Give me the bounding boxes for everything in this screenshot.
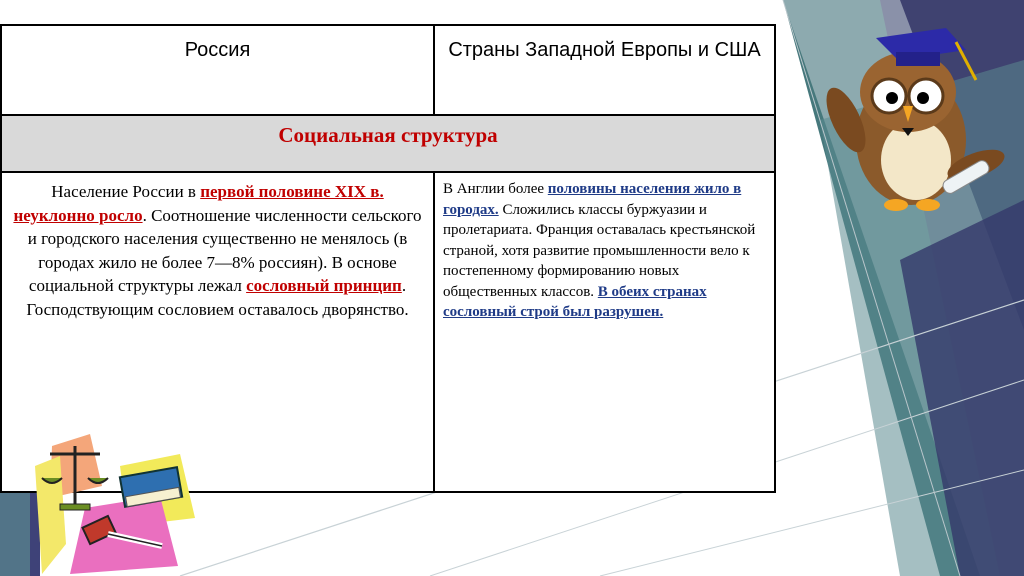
header-russia <box>1 25 434 115</box>
section-title-cell <box>1 115 775 172</box>
west-text-cell <box>434 172 775 492</box>
scales-base <box>60 504 90 510</box>
header-russia-label: Россия <box>184 39 251 61</box>
owl-right-foot <box>916 199 940 211</box>
section-row <box>1 115 775 172</box>
cap-base <box>896 52 940 66</box>
russia-text-3: . Господствующим сословием оставалось дворянство. <box>26 276 409 319</box>
table-header-row <box>1 25 775 115</box>
owl-professor-icon <box>816 20 1006 215</box>
west-highlight-2: В обеих странах сословный строй был разрушен. <box>443 283 707 320</box>
owl-belly <box>881 120 951 200</box>
owl-left-pupil <box>886 92 898 104</box>
west-highlight-1: половины населения жило в городах. <box>443 181 742 218</box>
justice-clipart-icon <box>30 426 205 574</box>
comparison-table <box>0 24 776 493</box>
russia-highlight-1: первой половине XIX в. неуклонно росло <box>13 182 384 225</box>
cap-tassel <box>956 42 976 80</box>
header-west-label: Страны Западной Европы и США <box>448 39 761 61</box>
russia-text-2: . Соотношение численности сельского и городского населения существенно не менялось (в городах жило не более 7—8% россиян). В основе социальной структуры лежал <box>27 205 422 295</box>
russia-text-1: Население России в <box>51 182 201 201</box>
russia-paragraph <box>2 173 433 321</box>
section-title: Социальная структура <box>278 123 498 147</box>
west-text-1: В Англии более <box>443 181 548 197</box>
west-text-2: Сложились классы буржуазии и пролетариата. Франция оставалась крестьянской страной, хотя развитие промышленности вело к постепенному формированию новых общественных классов. <box>443 201 756 300</box>
header-west <box>434 25 775 115</box>
west-paragraph <box>435 173 774 323</box>
russia-highlight-2: сословный принцип <box>246 276 402 295</box>
owl-right-pupil <box>917 92 929 104</box>
owl-left-foot <box>884 199 908 211</box>
